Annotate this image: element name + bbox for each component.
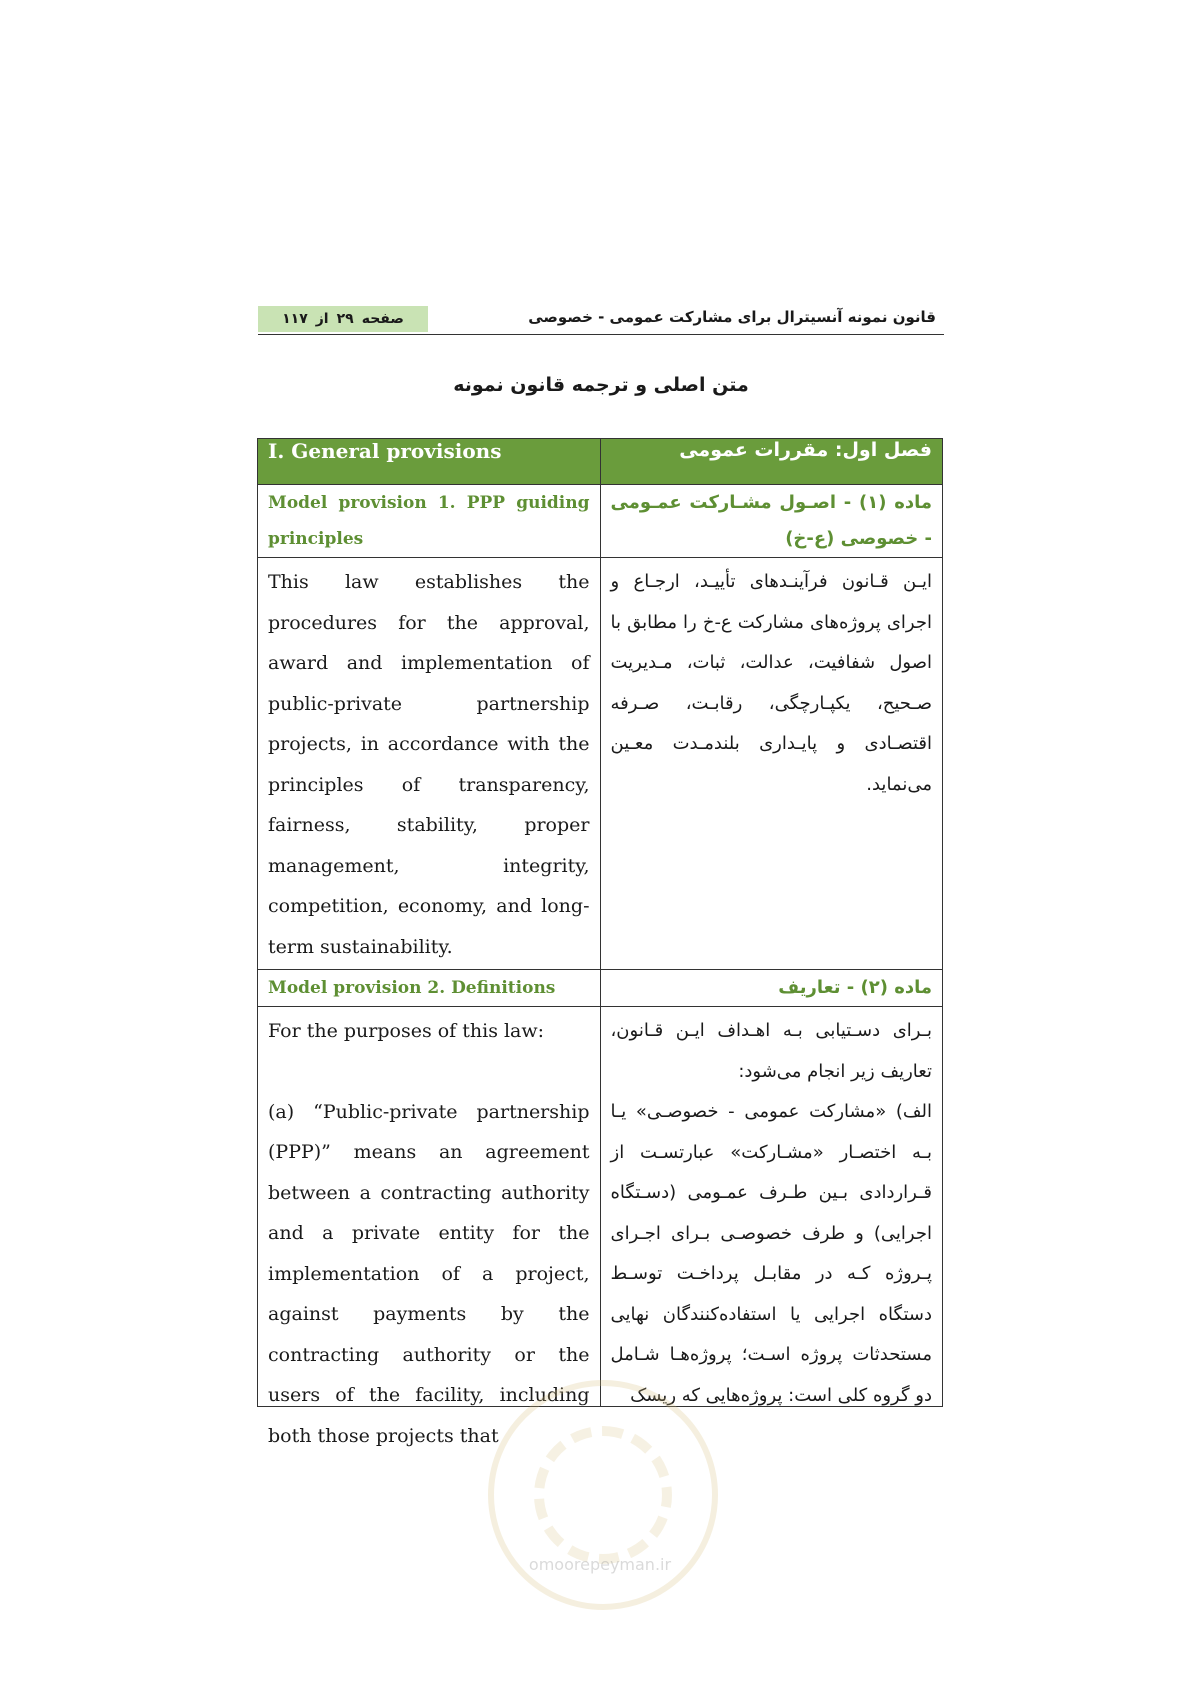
provision-2-text-en: (a) “Public-private partnership (PPP)” means an agreement between a contracting authority and a private entity for the implementation of a project, against payments by the contracting authority or the users of the facility, including both those projects that — [268, 1100, 590, 1447]
provision-2-heading-row — [258, 970, 943, 1007]
watermark-url: omoorepeyman.ir — [528, 1555, 672, 1574]
provision-2-text-fa: الف) «مشارکت عمومی - خصوصـی» یـا بـه اختصـار «مشـارکت» عبارتسـت از قـراردادی بـین طـرف عمـومی (دسـتگاه اجرایی) و طرف خصوصـی بـرای اجـرای پـروژه کـه در مقابـل پرداخـت توسـط دستگاه اجرایی یا استفاده‌کنندگان نهایی مستحدثات پروژه اسـت؛ پروژه‌هـا شـامل دو گروه کلی است: پروژه‌هایی که ریسک — [610, 1101, 932, 1406]
provision-1-text-en: This law establishes the procedures for the approval, award and implementation of public-private partnership projects, in accordance with the principles of transparency, fairness, stability, proper management, integrity, competition, economy, and long-term sustainability. — [258, 558, 601, 970]
watermark-gear — [534, 1426, 672, 1564]
provision-1-text-fa: ایـن قـانون فرآینـدهای تأییـد، ارجـاع و اجرای پروژه‌های مشارکت ع-خ را مطابق با اصول شفافیت، عدالت، ثبات، مـدیریت صـحیح، یکپـارچگی، رقابـت، صـرفه اقتصـادی و پایـداری بلندمـدت معـین می‌نماید. — [600, 558, 943, 970]
spacer — [268, 1052, 590, 1092]
total-pages: ۱۱۷ — [282, 311, 308, 327]
of-label: از — [315, 311, 329, 327]
provision-2-text-en-cell — [258, 1007, 601, 1447]
section-title-fa: فصل اول: مقررات عمومی — [600, 439, 943, 485]
provision-2-text-fa-clip — [610, 1011, 933, 1406]
page-number-badge — [258, 306, 428, 332]
bilingual-law-table — [257, 438, 943, 1447]
provision-2-heading-en: Model provision 2. Definitions — [258, 970, 601, 1007]
page-number: ۲۹ — [336, 311, 354, 327]
provision-2-intro-fa: بـرای دسـتیابی بـه اهـداف ایـن قـانون، تعاریف زیر انجام می‌شود: — [610, 1020, 932, 1082]
provision-1-heading-fa: ماده (۱) - اصـول مشـارکت عمـومی - خصوصی (ع-خ) — [600, 485, 943, 558]
provision-1-heading-row — [258, 485, 943, 558]
section-title-en: I. General provisions — [258, 439, 601, 485]
running-title: قانون نمونه آنسیترال برای مشارکت عمومی - خصوصی — [528, 308, 936, 326]
provision-2-text-row — [258, 1007, 943, 1407]
provision-1-text-row — [258, 558, 943, 970]
document-title: متن اصلی و ترجمه قانون نمونه — [453, 374, 749, 396]
provision-1-heading-en: Model provision 1. PPP guiding principles — [258, 485, 601, 558]
provision-2-text-fa-cell — [600, 1007, 943, 1407]
provision-2-text-en-clip — [268, 1011, 590, 1447]
provision-2-intro-en: For the purposes of this law: — [268, 1020, 545, 1042]
provision-2-heading-fa: ماده (۲) - تعاریف — [600, 970, 943, 1007]
section-header-row — [258, 439, 943, 485]
page-header — [258, 306, 944, 335]
page-label: صفحه — [361, 311, 404, 327]
watermark-logo — [488, 1380, 718, 1610]
